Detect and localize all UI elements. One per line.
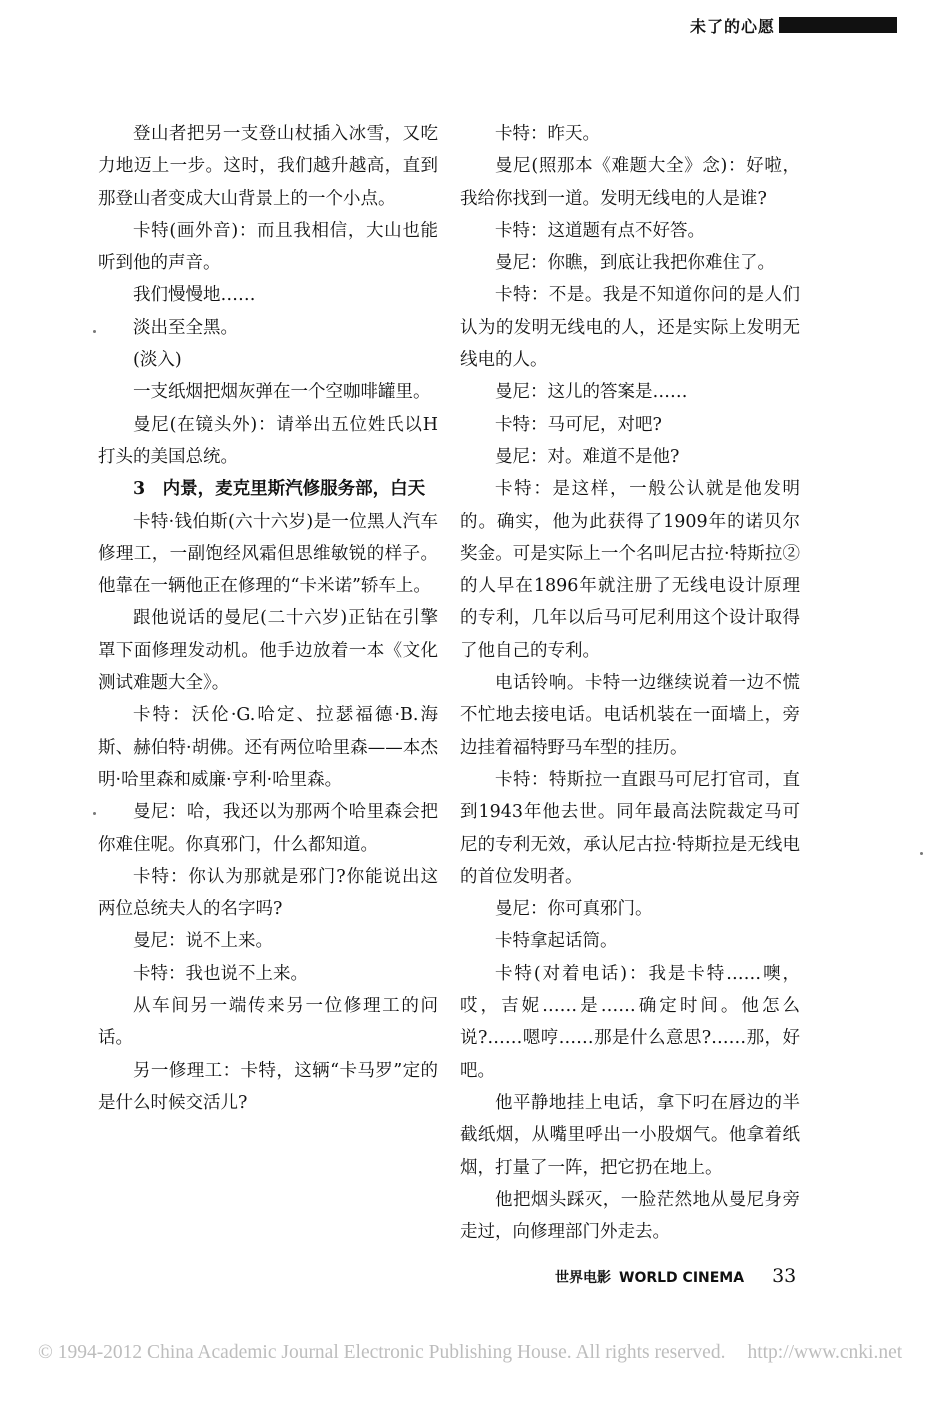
journal-name-english: WORLD CINEMA (619, 1270, 745, 1286)
paragraph: (淡入) (133, 350, 182, 371)
paragraph: 卡特：是这样，一般公认就是他发明的。确实，他为此获得了1909年的诺贝尔奖金。可是实际上一个名叫尼古拉·特斯拉②的人早在1896年就注册了无线电设计原理的专利，几年以后马可尼利用这个设计取得了他自己的专利。 (460, 479, 800, 661)
copyright-url: http://www.cnki.net (747, 1342, 903, 1363)
page-number: 33 (772, 1265, 797, 1287)
paragraph: 从车间另一端传来另一位修理工的问话。 (98, 996, 438, 1049)
page-footer (555, 1265, 796, 1287)
paragraph: 卡特：昨天。 (495, 124, 600, 144)
paragraph: 曼尼(照那本《难题大全》念)：好啦，我给你找到一道。发明无线电的人是谁? (460, 156, 800, 209)
paragraph: 跟他说话的曼尼(二十六岁)正钻在引擎罩下面修理发动机。他手边放着一本《文化测试难题大全》。 (98, 608, 438, 694)
paragraph: 卡特：马可尼，对吧? (495, 414, 662, 435)
paragraph: 我们慢慢地…… (133, 285, 256, 306)
copyright-watermark (38, 1342, 950, 1364)
scan-speck (920, 852, 923, 855)
right-text-column (460, 118, 800, 1248)
paragraph: 卡特拿起话筒。 (495, 931, 618, 952)
paragraph: 登山者把另一支登山杖插入冰雪，又吃力地迈上一步。这时，我们越升越高，直到那登山者变成大山背景上的一个小点。 (98, 124, 438, 209)
paragraph: 曼尼：你瞧，到底让我把你难住了。 (495, 253, 775, 274)
scan-speck (93, 330, 96, 333)
copyright-text: © 1994-2012 China Academic Journal Electronic Publishing House. All rights reserved. (38, 1342, 726, 1363)
paragraph: 曼尼：你可真邪门。 (495, 899, 653, 920)
paragraph: 卡特·钱伯斯(六十六岁)是一位黑人汽车修理工，一副饱经风霜但思维敏锐的样子。他靠在一辆他正在修理的“卡米诺”轿车上。 (98, 511, 438, 597)
paragraph: 曼尼：对。难道不是他? (495, 446, 680, 467)
left-text-column (98, 118, 438, 1119)
paragraph: 曼尼(在镜头外)：请举出五位姓氏以H打头的美国总统。 (98, 414, 438, 467)
paragraph: 卡特(画外音)：而且我相信，大山也能听到他的声音。 (98, 220, 438, 274)
running-header (690, 12, 897, 38)
journal-name-chinese: 世界电影 (555, 1270, 611, 1286)
paragraph: 他把烟头踩灭，一脸茫然地从曼尼身旁走过，向修理部门外走去。 (460, 1189, 800, 1243)
paragraph: 曼尼：说不上来。 (133, 931, 273, 952)
header-title: 未了的心愿 (690, 16, 776, 36)
paragraph: 电话铃响。卡特一边继续说着一边不慌不忙地去接电话。电话机装在一面墙上，旁边挂着福特野马车型的挂历。 (460, 673, 800, 758)
paragraph: 卡特：这道题有点不好答。 (495, 220, 705, 241)
paragraph: 卡特：沃伦·G.哈定、拉瑟福德·B.海斯、赫伯特·胡佛。还有两位哈里森——本杰明·哈里森和威廉·亨利·哈里森。 (98, 705, 438, 790)
scan-speck (93, 812, 96, 815)
paragraph: 一支纸烟把烟灰弹在一个空咖啡罐里。 (133, 382, 431, 403)
paragraph: 卡特：特斯拉一直跟马可尼打官司，直到1943年他去世。同年最高法院裁定马可尼的专利无效，承认尼古拉·特斯拉是无线电的首位发明者。 (460, 769, 800, 887)
paragraph: 他平静地挂上电话，拿下叼在唇边的半截纸烟，从嘴里呼出一小股烟气。他拿着纸烟，打量了一阵，把它扔在地上。 (460, 1092, 800, 1178)
paragraph: 淡出至全黑。 (133, 317, 238, 338)
paragraph: 卡特(对着电话)：我是卡特……噢，哎，吉妮……是……确定时间。他怎么说?……嗯哼……那是什么意思?……那，好吧。 (460, 963, 800, 1081)
paragraph: 曼尼：哈，我还以为那两个哈里森会把你难住呢。你真邪门，什么都知道。 (98, 802, 438, 855)
scene-heading: 3 内景，麦克里斯汽修服务部，白天 (133, 479, 426, 500)
paragraph: 卡特：我也说不上来。 (133, 963, 308, 984)
paragraph: 另一修理工：卡特，这辆“卡马罗”定的是什么时候交活儿? (98, 1060, 438, 1113)
header-decorative-bar (779, 17, 897, 33)
paragraph: 卡特：不是。我是不知道你问的是人们认为的发明无线电的人，还是实际上发明无线电的人。 (460, 285, 800, 371)
paragraph: 曼尼：这儿的答案是…… (495, 382, 688, 403)
paragraph: 卡特：你认为那就是邪门?你能说出这两位总统夫人的名字吗? (98, 866, 438, 920)
